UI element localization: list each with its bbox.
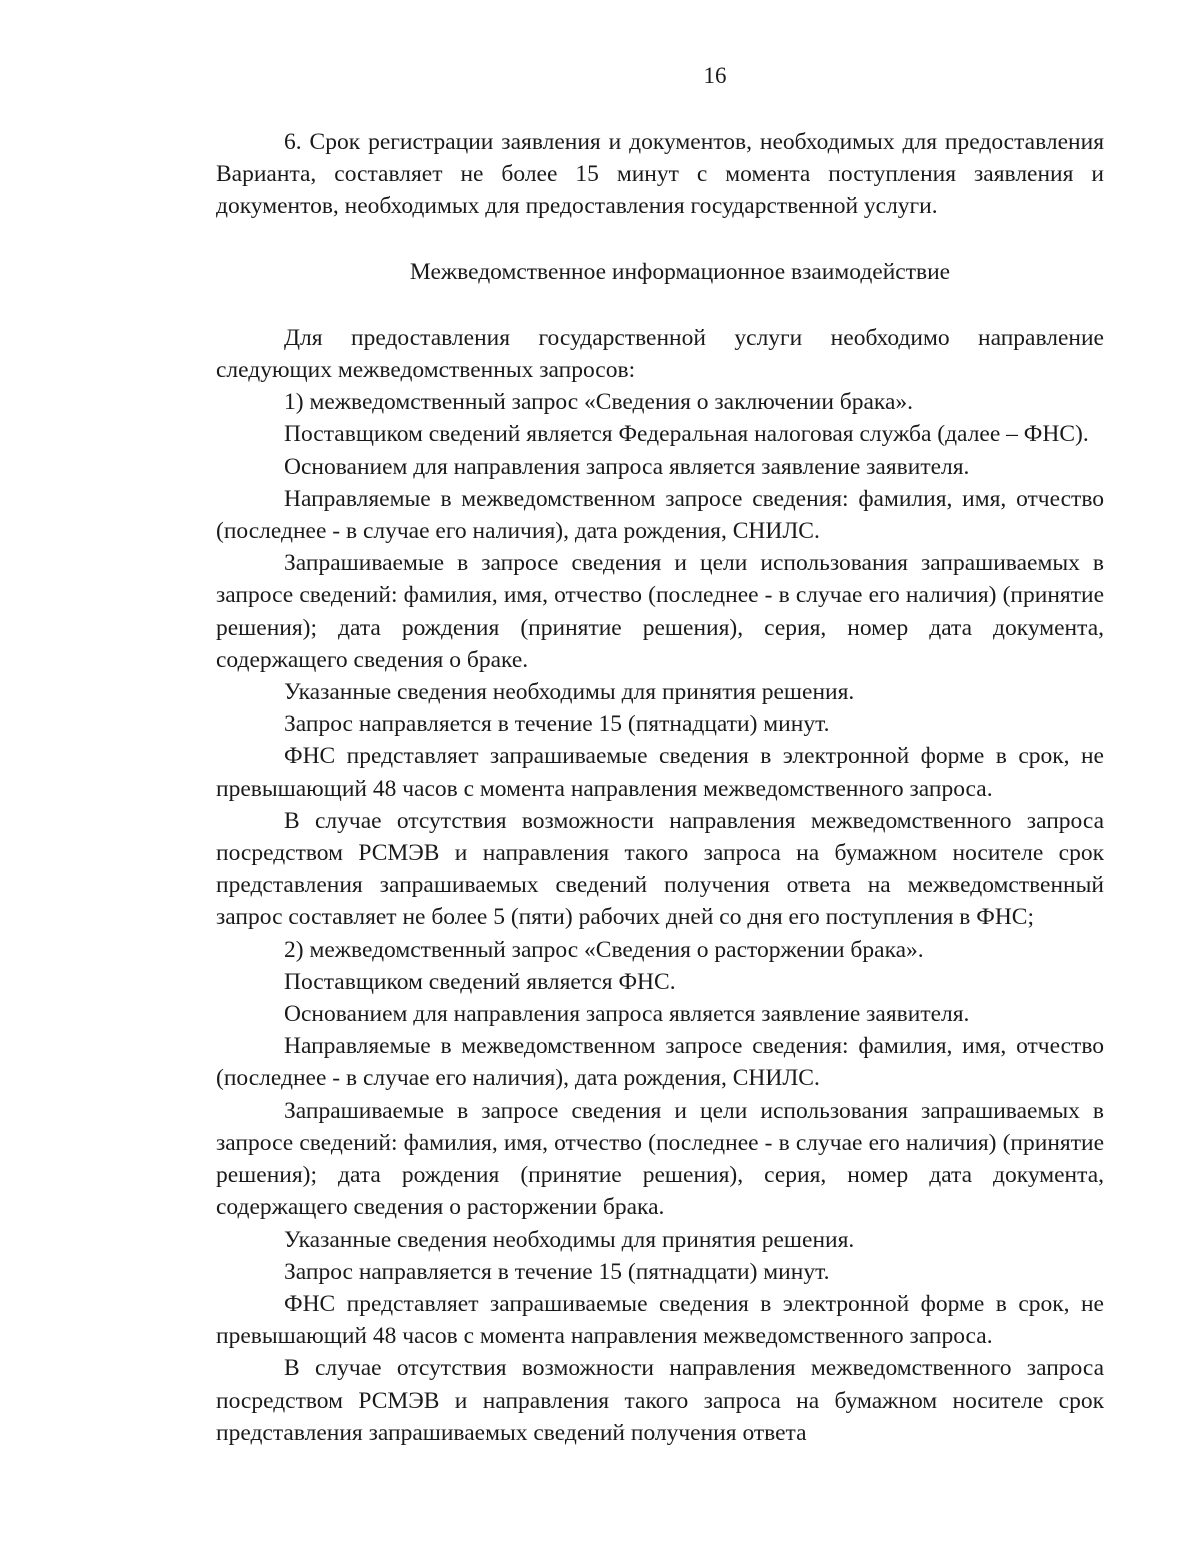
body-text	[216, 322, 1104, 1449]
paragraph: 1) межведомственный запрос «Сведения о заключении брака».	[284, 389, 914, 416]
paragraph: Запрашиваемые в запросе сведения и цели использования запрашиваемых в запросе сведений: фамилия, имя, отчество (последнее - в случае его наличия) (принятие решения); дата рождения (принятие решения), серия, номер дата документа, содержащего сведения о расторжении брака.	[216, 1097, 1104, 1221]
paragraph: Для предоставления государственной услуги необходимо направление следующих межведомственных запросов:	[216, 324, 1104, 384]
paragraph: В случае отсутствия возможности направления межведомственного запроса посредством РСМЭВ и направления такого запроса на бумажном носителе срок представления запрашиваемых сведений получения ответа	[216, 1355, 1104, 1446]
intro-paragraph: 6. Срок регистрации заявления и документов, необходимых для предоставления Варианта, составляет не более 15 минут с момента поступления заявления и документов, необходимых для предоставления государственной услуги.	[216, 129, 1104, 220]
paragraph: ФНС представляет запрашиваемые сведения в электронной форме в срок, не превышающий 48 часов с момента направления межведомственного запроса.	[216, 1290, 1104, 1350]
paragraph: В случае отсутствия возможности направления межведомственного запроса посредством РСМЭВ и направления такого запроса на бумажном носителе срок представления запрашиваемых сведений получения ответа на межведомственный запрос составляет не более 5 (пяти) рабочих дней со дня его поступления в ФНС;	[216, 807, 1104, 931]
paragraph: Указанные сведения необходимы для принятия решения.	[284, 1226, 855, 1253]
section-heading: Межведомственное информационное взаимодействие	[409, 258, 951, 285]
paragraph: ФНС представляет запрашиваемые сведения в электронной форме в срок, не превышающий 48 часов с момента направления межведомственного запроса.	[216, 743, 1104, 802]
paragraph: Поставщиком сведений является Федеральная налоговая служба (далее – ФНС).	[284, 421, 1089, 448]
paragraph: Основанием для направления запроса является заявление заявителя.	[284, 453, 970, 480]
paragraph: Запрос направляется в течение 15 (пятнадцати) минут.	[284, 711, 830, 738]
paragraph: Указанные сведения необходимы для принятия решения.	[284, 679, 855, 706]
document-page	[216, 60, 1104, 1449]
paragraph: Поставщиком сведений является ФНС.	[284, 968, 676, 995]
paragraph: Запрос направляется в течение 15 (пятнадцати) минут.	[284, 1258, 830, 1285]
paragraph: Направляемые в межведомственном запросе сведения: фамилия, имя, отчество (последнее - в случае его наличия), дата рождения, СНИЛС.	[216, 485, 1104, 545]
page-number: 16	[703, 63, 727, 88]
paragraph: Запрашиваемые в запросе сведения и цели использования запрашиваемых в запросе сведений: фамилия, имя, отчество (последнее - в случае его наличия) (принятие решения); дата рождения (принятие решения), серия, номер дата документа, содержащего сведения о браке.	[216, 550, 1104, 673]
paragraph: Основанием для направления запроса является заявление заявителя.	[284, 1001, 970, 1028]
paragraph: 2) межведомственный запрос «Сведения о расторжении брака».	[284, 936, 924, 963]
paragraph: Направляемые в межведомственном запросе сведения: фамилия, имя, отчество (последнее - в случае его наличия), дата рождения, СНИЛС.	[216, 1033, 1104, 1092]
